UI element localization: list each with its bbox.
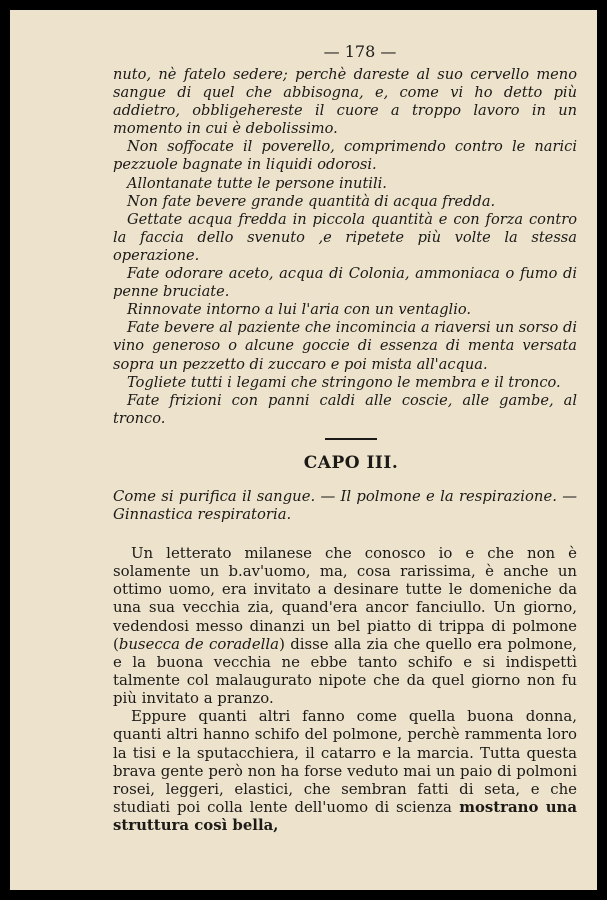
chapter-title: CAPO III.: [303, 452, 399, 473]
instruction-paragraph: Togliete tutti i legami che stringono le membra e il tronco.: [127, 373, 561, 391]
instruction-paragraph: Fate odorare aceto, acqua di Colonia, ammoniaca o fumo di penne bruciate.: [113, 265, 577, 301]
page-number: — 178 —: [323, 42, 397, 61]
chapter-summary: Come si purifica il sangue. — Il polmone e la respirazione. — Ginnastica respiratoria.: [113, 487, 577, 524]
chapter-body: [113, 544, 577, 835]
body-text-run: Eppure quanti altri fanno come quella buona donna, quanti altri hanno schifo del polmone, perchè rammenta loro la tisi e la sputacchiera, il catarro e la marcia. Tutta questa brava gente però non ha forse veduto mai un paio di polmoni rosei, leggeri, elastici, che sembran fatti di seta, e che studiati poi colla lente dell'uomo di scienza: [113, 707, 577, 817]
instruction-paragraph: Fate bevere al paziente che incomincia a riaversi un sorso di vino generoso o alcune goccie di essenza di menta versata sopra un pezzetto di zuccaro e poi mista all'acqua.: [113, 319, 577, 373]
fainting-instructions: [113, 66, 577, 428]
instruction-paragraph: Rinnovate intorno a lui l'aria con un ventaglio.: [127, 301, 472, 319]
dialect-term: busecca de coradella: [118, 634, 280, 653]
instruction-paragraph: Allontanate tutte le persone inutili.: [127, 174, 387, 192]
body-text-run: Un letterato milanese che conosco io e che non è solamente un b.av'uomo, ma, cosa rarissima, è anche un ottimo uomo, era invitato a desinare tutte le domeniche da una sua vecchia zia, quand'era ancor fanciullo. Un giorno, vedendosi messo dinanzi un bel piatto di trippa di polmone (: [113, 543, 577, 653]
body-paragraph: [113, 544, 577, 707]
body-text-run: ) disse alla zia che quello era polmone, e la buona vecchia ne ebbe tanto schifo e si indispettì talmente col malaugurato nipote che da quel giorno non fu più invitato a pranzo.: [113, 634, 577, 708]
instruction-paragraph: Gettate acqua fredda in piccola quantità e con forza contro la faccia dello svenuto ,e ripetete più volte la stessa operazione.: [113, 210, 577, 264]
page-content: [113, 42, 577, 834]
body-text-run-bold: mostrano una struttura così bella,: [113, 798, 577, 835]
book-page: [10, 10, 597, 890]
section-divider: [325, 438, 377, 440]
instruction-paragraph: Non fate bevere grande quantità di acqua fredda.: [127, 192, 496, 210]
instruction-paragraph: Fate frizioni con panni caldi alle coscie, alle gambe, al tronco.: [113, 391, 577, 427]
instruction-paragraph: nuto, nè fatelo sedere; perchè dareste al suo cervello meno sangue di quel che abbisogna, e, come vi ho detto più addietro, obbligehereste il cuore a troppo lavoro in un momento in cui è debolissimo.: [113, 66, 577, 138]
body-paragraph: [113, 707, 577, 834]
instruction-paragraph: Non soffocate il poverello, comprimendo contro le narici pezzuole bagnate in liquidi odorosi.: [113, 138, 577, 174]
